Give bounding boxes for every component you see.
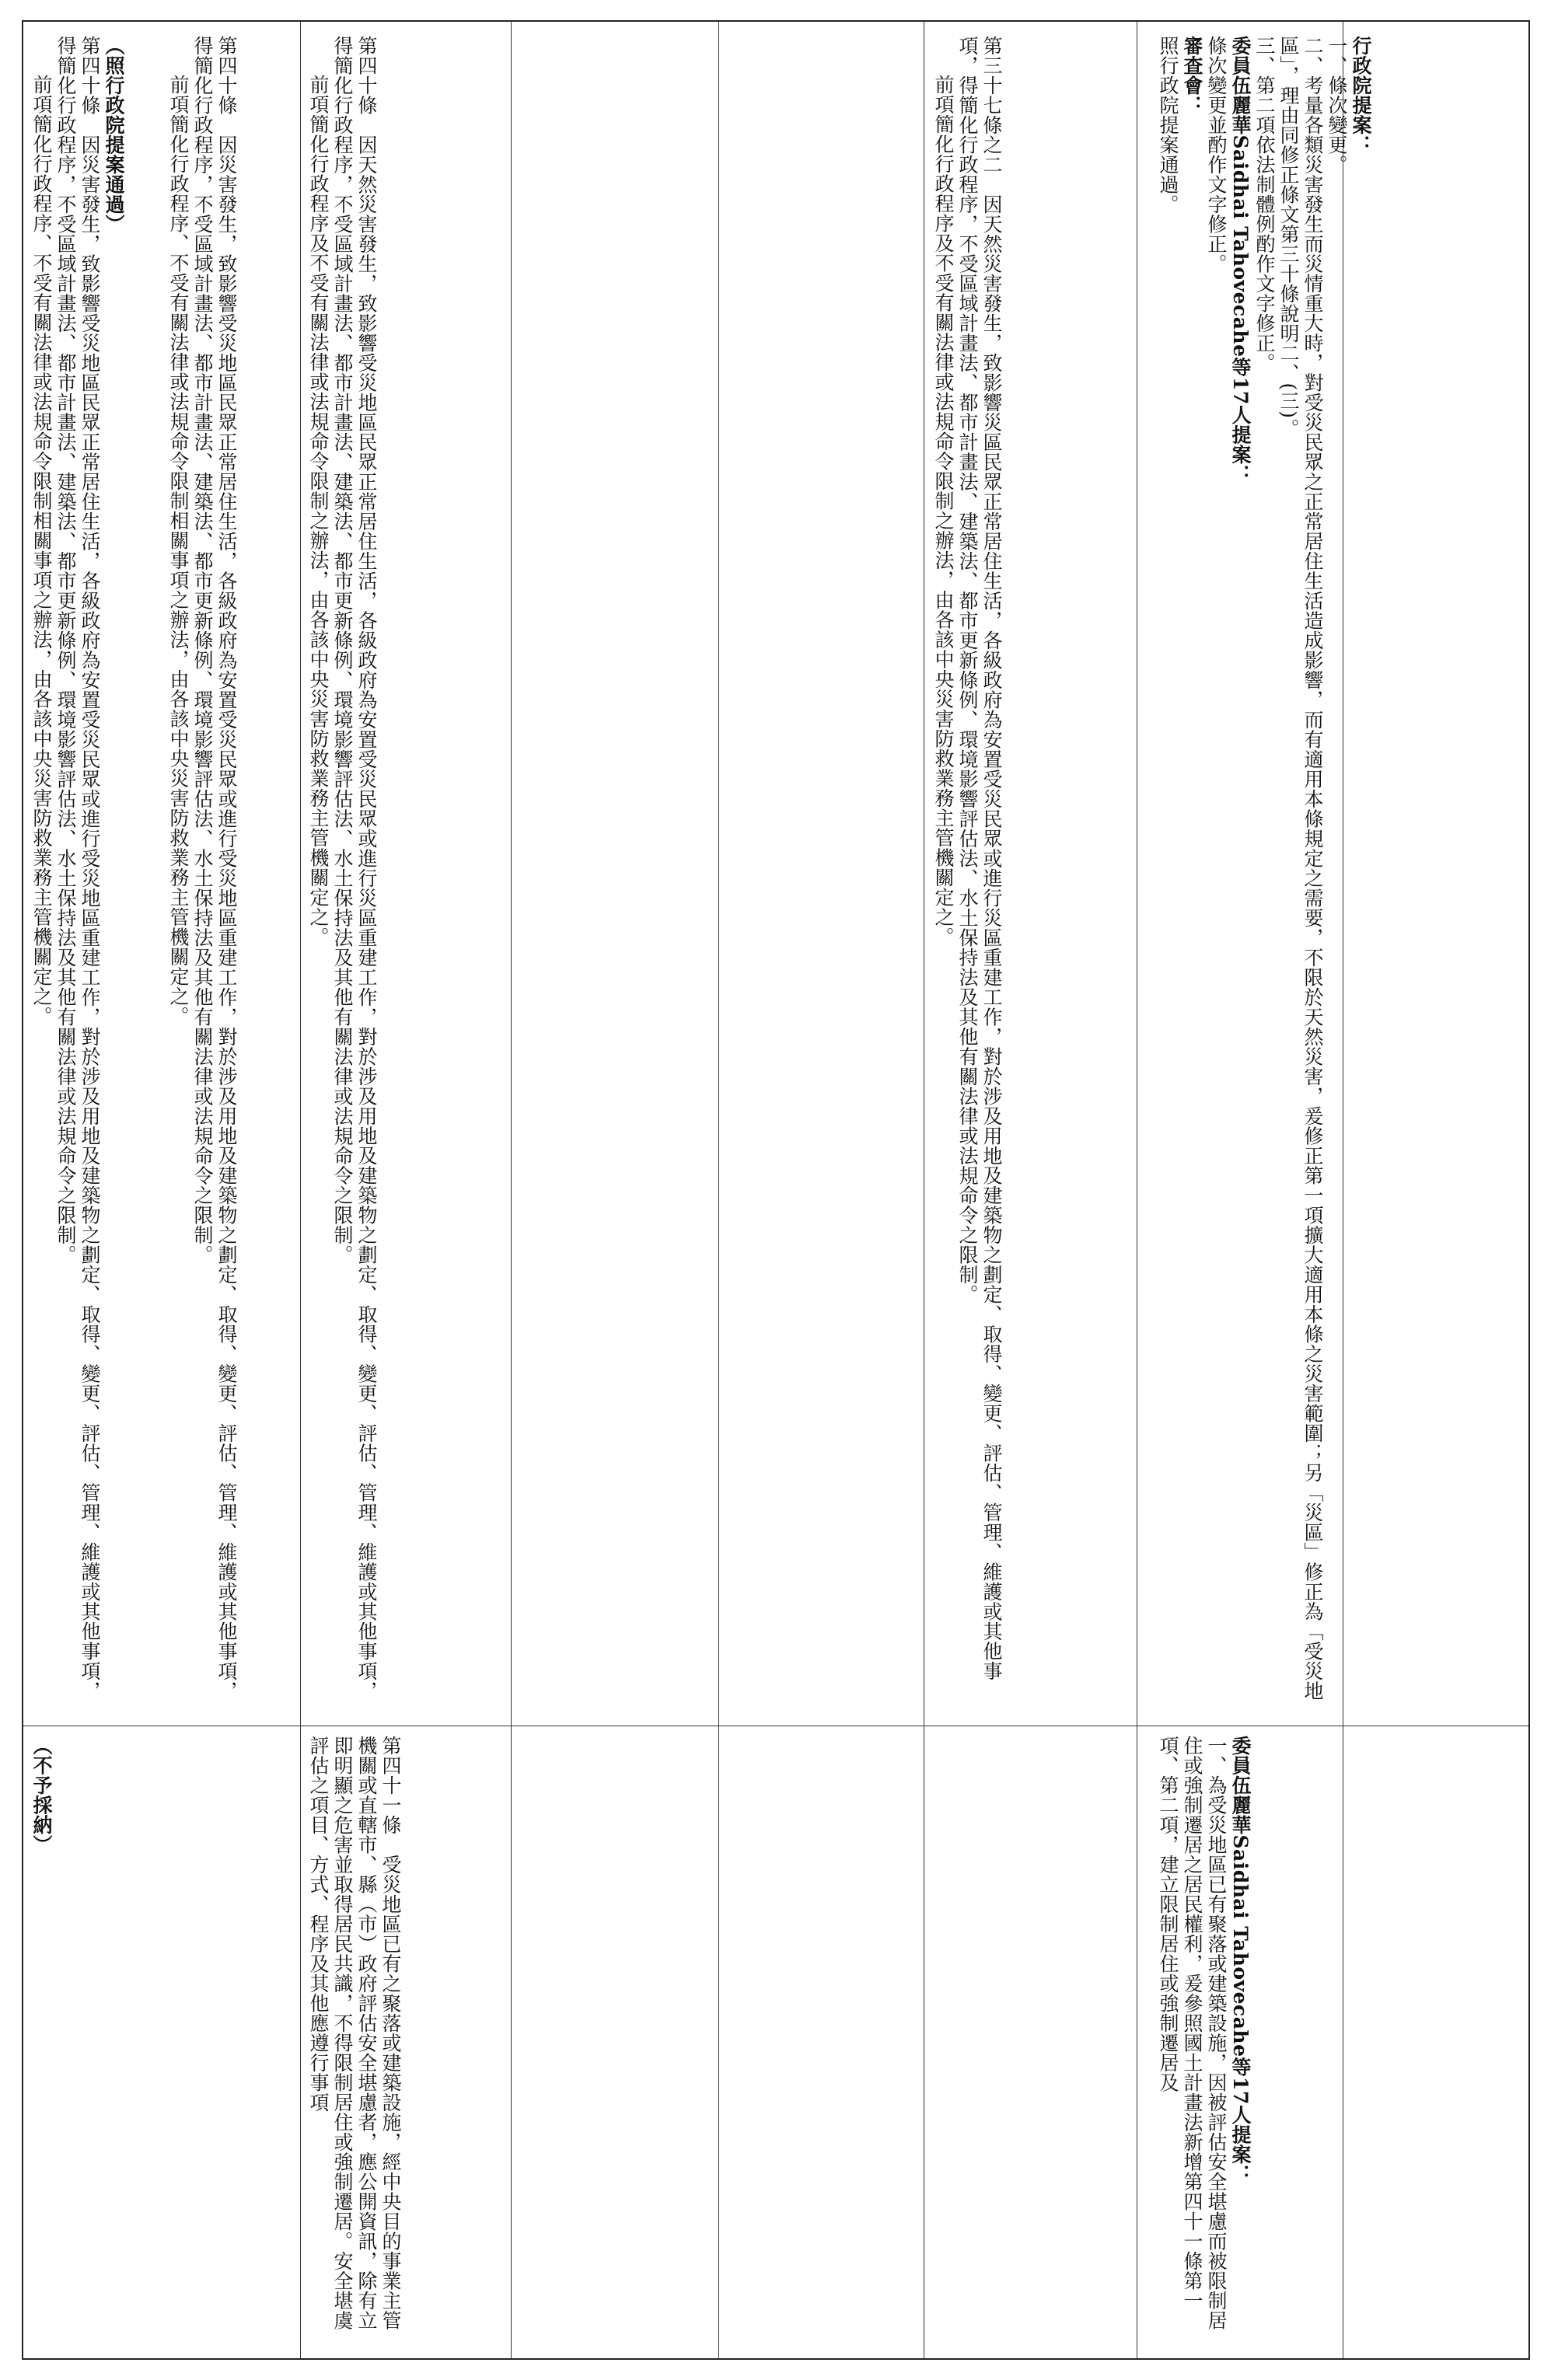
- cell-text: 第四十一條 受災地區已有之聚落或建築設施，經中央目的事業主管機關或直轄市、縣（市）政府評估安全堪慮者，應公開資訊，除有立即明顯之危害並取得居民共識，不得限制居住或強制遷居。安全堪虞評估之項目、方式、程序及其他應遵行事項: [307, 1736, 402, 2330]
- column-divider: [300, 22, 301, 2358]
- cell-committee-result-row2: [30, 1736, 162, 2350]
- cell-text: 二、考量各類災害發生而災情重大時，對受災民眾之正常居住生活造成影響，而有適用本條規定之需要，不限於天然災害，爰修正第一項擴大適用本條之災害範圍；另「災區」修正為「受災地區」，理由同修正條文第三十條說明二、(三)。: [1277, 36, 1324, 1701]
- cell-text: （不予採納）: [30, 1736, 53, 1855]
- cell-text: 前項簡化行政程序、不受有關法律或法規命令限制相關事項之辦法，由各該中央災害防救業務主管機關定之。: [30, 75, 53, 1026]
- cell-committee-result-row1: [30, 36, 162, 1715]
- cell-proposal-legislator-row1: [306, 36, 508, 1715]
- cell-text: 一、條次變更。: [1326, 36, 1348, 175]
- cell-text: （照行政院提案通過）: [103, 36, 125, 234]
- cell-text: 照行政院提案通過。: [1157, 36, 1179, 215]
- cell-text: 第三十七條之二 因天然災害發生，致影響災區民眾正常居住生活，各級政府為安置受災民眾或進行災區重建工作，對於涉及用地及建築物之劃定、取得、變更、評估、管理、維護或其他事項，得簡化行政程序，不受區域計畫法、都市計畫法、建築法、都市更新條例、環境影響評估法、水土保持法及其他有關法律或法規命令之限制。: [956, 36, 1003, 1681]
- cell-proposal-legislator-row2: [306, 1736, 508, 2350]
- cell-text: 第四十條 因災害發生，致影響受災地區民眾正常居住生活，各級政府為安置受災民眾或進行受災地區重建工作，對於涉及用地及建築物之劃定、取得、變更、評估、管理、維護或其他事項，得簡化行政程序，不受區域計畫法、都市計畫法、建築法、都市更新條例、環境影響評估法、水土保持法及其他有關法律或法規命令之限制。: [54, 36, 101, 1701]
- cell-explanation-row1: [1156, 36, 1372, 1715]
- cell-text: 三、第二項依法制體例酌作文字修正。: [1253, 36, 1276, 373]
- cell-text: 第四十條 因災害發生，致影響受災地區民眾正常居住生活，各級政府為安置受災民眾或進行受災地區重建工作，對於涉及用地及建築物之劃定、取得、變更、評估、管理、維護或其他事項，得簡化行政程序，不受區域計畫法、都市計畫法、建築法、都市更新條例、環境影響評估法、水土保持法及其他有關法律或法規命令之限制。: [191, 36, 238, 1701]
- cell-proposal-executive-row1: [166, 36, 299, 1715]
- cell-text: 委員伍麗華Saidhai Tahovecahe等17人提案：: [1229, 36, 1252, 484]
- cell-current-law-row1: [931, 36, 1135, 1715]
- cell-text: 前項簡化行政程序、不受有關法律或法規命令限制相關事項之辦法，由各該中央災害防救業務主管機關定之。: [167, 75, 190, 1026]
- cell-text: 審查會：: [1181, 36, 1203, 115]
- cell-text: 一、為受災地區已有聚落或建築設施，因被評估安全堪慮而被限制居住或強制遷居之居民權利，爰參照國土計畫法新增第四十一條第一項、第二項，建立限制居住或強制遷居及: [1157, 1736, 1228, 2330]
- cell-empty: [723, 36, 920, 1715]
- cell-text: 前項簡化行政程序及不受有關法律或法規命令限制之辦法，由各該中央災害防救業務主管機關定之。: [932, 75, 955, 947]
- cell-text: 條次變更並酌作文字修正。: [1205, 36, 1228, 274]
- cell-text: 委員伍麗華Saidhai Tahovecahe等17人提案：: [1229, 1736, 1252, 2184]
- column-divider: [718, 22, 719, 2358]
- comparison-table: [22, 20, 1530, 2360]
- column-divider: [511, 22, 512, 2358]
- cell-text: 第四十條 因天然災害發生，致影響受災地區民眾正常居住生活，各級政府為安置受災民眾或進行災區重建工作，對於涉及用地及建築物之劃定、取得、變更、評估、管理、維護或其他事項，得簡化行政程序，不受區域計畫法、都市計畫法、建築法、都市更新條例、環境影響評估法、水土保持法及其他有關法律或法規命令之限制。: [331, 36, 378, 1701]
- cell-text: 行政院提案：: [1350, 36, 1372, 155]
- cell-text: 前項簡化行政程序及不受有關法律或法規命令限制之辦法，由各該中央災害防救業務主管機關定之。: [307, 75, 330, 947]
- cell-explanation-row2: [1156, 1736, 1343, 2350]
- cell-empty: [515, 36, 715, 1715]
